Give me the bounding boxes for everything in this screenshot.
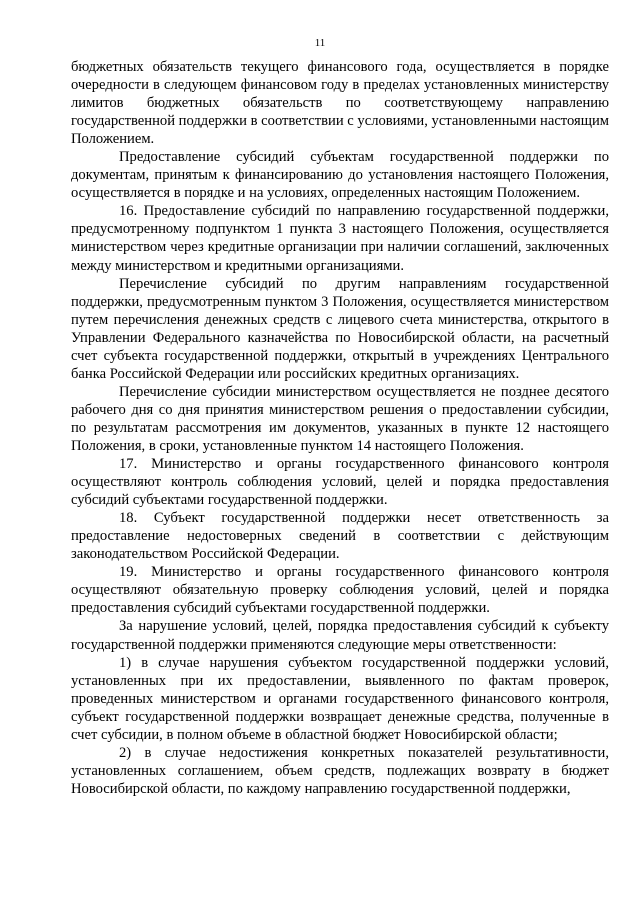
paragraph-continuation: бюджетных обязательств текущего финансового года, осуществляется в порядке очередности в следующем финансовом году в пределах установленных министерству лимитов бюджетных обязательств по соответствующему направлению государственной поддержки в соответствии с условиями, установленными настоящим Положением. — [71, 59, 609, 148]
paragraph-item-16: 16. Предоставление субсидий по направлению государственной поддержки, предусмотренному подпунктом 1 пункта 3 настоящего Положения, осуществляется министерством через кредитные организации при наличии соглашений, заключенных между министерством и кредитными организациями. — [71, 203, 609, 274]
paragraph: Предоставление субсидий субъектам государственной поддержки по документам, принятым к финансированию до установления настоящего Положения, осуществляется в порядке и на условиях, определенных настоящим Положением. — [71, 149, 609, 202]
paragraph-item-17: 17. Министерство и органы государственного финансового контроля осуществляют контроль соблюдения условий, целей и порядка предоставления субсидий субъектами государственной поддержки. — [71, 456, 609, 509]
paragraph-item-19: 19. Министерство и органы государственного финансового контроля осуществляют обязательную проверку соблюдения условий, целей и порядка предоставления субсидий субъектами государственной поддержки. — [71, 564, 609, 617]
document-body — [71, 58, 609, 798]
paragraph: Перечисление субсидии министерством осуществляется не позднее десятого рабочего дня со дня принятия министерством решения о предоставлении субсидии, по результатам рассмотрения им документов, указанных в пункте 12 настоящего Положения, в сроки, установленные пунктом 14 настоящего Положения. — [71, 383, 609, 454]
paragraph-item-18: 18. Субъект государственной поддержки несет ответственность за предоставление недостоверных сведений в соответствии с действующим законодательством Российской Федерации. — [71, 510, 609, 563]
page-number: 11 — [314, 37, 326, 49]
list-item-1: 1) в случае нарушения субъектом государственной поддержки условий, установленных при их предоставлении, выявленного по фактам проверок, проведенных министерством и органами государственного финансового контроля, субъект государственной поддержки возвращает денежные средства, полученные в счет субсидии, в полном объеме в областной бюджет Новосибирской области; — [71, 654, 609, 743]
paragraph: Перечисление субсидий по другим направлениям государственной поддержки, предусмотренным пунктом 3 Положения, осуществляется министерством путем перечисления денежных средств с лицевого счета министерства, открытого в Управлении Федерального казначейства по Новосибирской области, на расчетный счет субъекта государственной поддержки, открытый в учреждениях Центрального банка Российской Федерации или российских кредитных организациях. — [71, 275, 609, 382]
paragraph: За нарушение условий, целей, порядка предоставления субсидий к субъекту государственной поддержки применяются следующие меры ответственности: — [71, 618, 609, 653]
list-item-2: 2) в случае недостижения конкретных показателей результативности, установленных соглашением, объем средств, подлежащих возврату в бюджет Новосибирской области, по каждому направлению государственной поддержки, — [71, 744, 609, 797]
